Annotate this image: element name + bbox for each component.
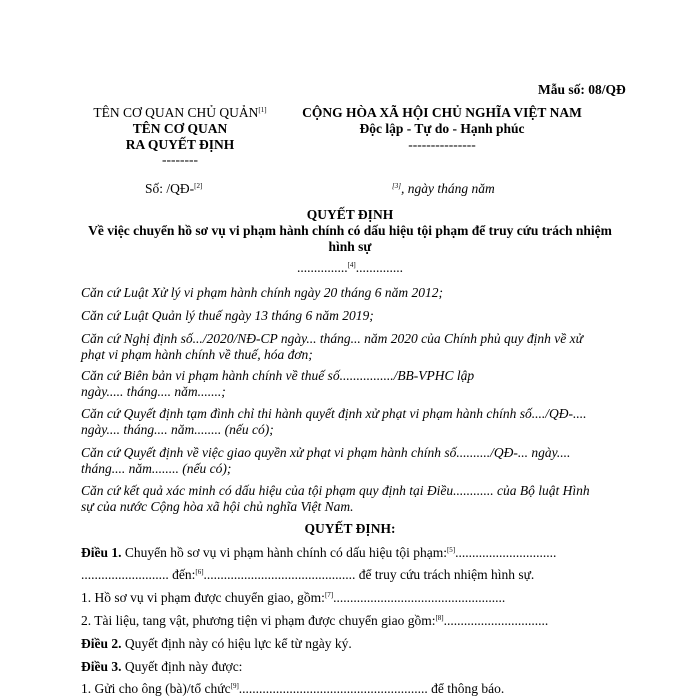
nation-motto: Độc lập - Tự do - Hạnh phúc: [359, 121, 525, 136]
form-number: Mẫu số: 08/QĐ: [538, 82, 626, 97]
basis-6-line1: Căn cứ Quyết định về việc giao quyền xử phạt vi phạm hành chính số........../QĐ-... ngày....: [81, 445, 571, 460]
decision-subject-line1: Về việc chuyển hồ sơ vụ vi phạm hành chính có dấu hiệu tội phạm để truy cứu trách nhiệm: [88, 223, 612, 238]
decision-heading: QUYẾT ĐỊNH:: [304, 521, 396, 536]
right-header-divider: ---------------: [408, 137, 476, 152]
article-3-item-1: 1. Gửi cho ông (bà)/tổ chức[9]........................................................ để thông báo.: [81, 681, 505, 696]
basis-2: Căn cứ Luật Quản lý thuế ngày 13 tháng 6 năm 2019;: [81, 308, 374, 323]
basis-7-line2: sự của nước Cộng hòa xã hội chủ nghĩa Việt Nam.: [81, 499, 354, 514]
left-header-line1: TÊN CƠ QUAN CHỦ QUẢN[1]: [93, 105, 267, 120]
document-date: [3], ngày tháng năm: [392, 181, 495, 196]
basis-4-line1: Căn cứ Biên bản vi phạm hành chính về thuế số................/BB-VPHC lập: [81, 368, 475, 383]
document-number: Số: /QĐ-[2]: [145, 181, 203, 196]
decision-subject-line2: hình sự: [328, 239, 372, 254]
article-3-label: Điều 3.: [81, 659, 122, 674]
article-1-item-2: 2. Tài liệu, tang vật, phương tiện vi phạm được chuyển giao gồm:[8]...............................: [81, 613, 549, 628]
issuing-authority: ...............[4]..............: [296, 260, 404, 275]
decision-title: QUYẾT ĐỊNH: [306, 207, 394, 222]
left-header-divider: --------: [162, 152, 198, 167]
basis-1: Căn cứ Luật Xử lý vi phạm hành chính ngày 20 tháng 6 năm 2012;: [81, 285, 443, 300]
basis-5-line1: Căn cứ Quyết định tạm đình chỉ thi hành quyết định xử phạt vi phạm hành chính số..../QĐ-....: [81, 406, 587, 421]
article-2-label: Điều 2.: [81, 636, 122, 651]
basis-6-line2: tháng.... năm........ (nếu có);: [81, 461, 232, 476]
left-header-line2: TÊN CƠ QUAN: [132, 121, 228, 136]
basis-5-line2: ngày.... tháng.... năm........ (nếu có);: [81, 422, 274, 437]
basis-7-line1: Căn cứ kết quả xác minh có dấu hiệu của tội phạm quy định tại Điều............ của Bộ luật Hình: [81, 483, 590, 498]
article-3: Điều 3. Quyết định này được:: [81, 659, 243, 674]
article-1-label: Điều 1.: [81, 545, 122, 560]
left-header-line3: RA QUYẾT ĐỊNH: [125, 137, 235, 152]
nation-title: CỘNG HÒA XÃ HỘI CHỦ NGHĨA VIỆT NAM: [302, 105, 582, 120]
article-2: Điều 2. Quyết định này có hiệu lực kể từ ngày ký.: [81, 636, 352, 651]
article-1-item-1: 1. Hồ sơ vụ vi phạm được chuyển giao, gồm:[7]...................................................: [81, 590, 506, 605]
article-1-line1: Điều 1. Chuyển hồ sơ vụ vi phạm hành chính có dấu hiệu tội phạm:[5]..............................: [81, 545, 557, 560]
basis-3-line2: phạt vi phạm hành chính về thuế, hóa đơn;: [81, 347, 313, 362]
article-1-line2: .......................... đến:[6]............................................. để truy cứu trách nhiệm hình sự.: [81, 567, 535, 582]
basis-4-line2: ngày..... tháng.... năm.......;: [81, 384, 226, 399]
basis-3-line1: Căn cứ Nghị định số.../2020/NĐ-CP ngày... tháng... năm 2020 của Chính phủ quy định về xử: [81, 331, 583, 346]
